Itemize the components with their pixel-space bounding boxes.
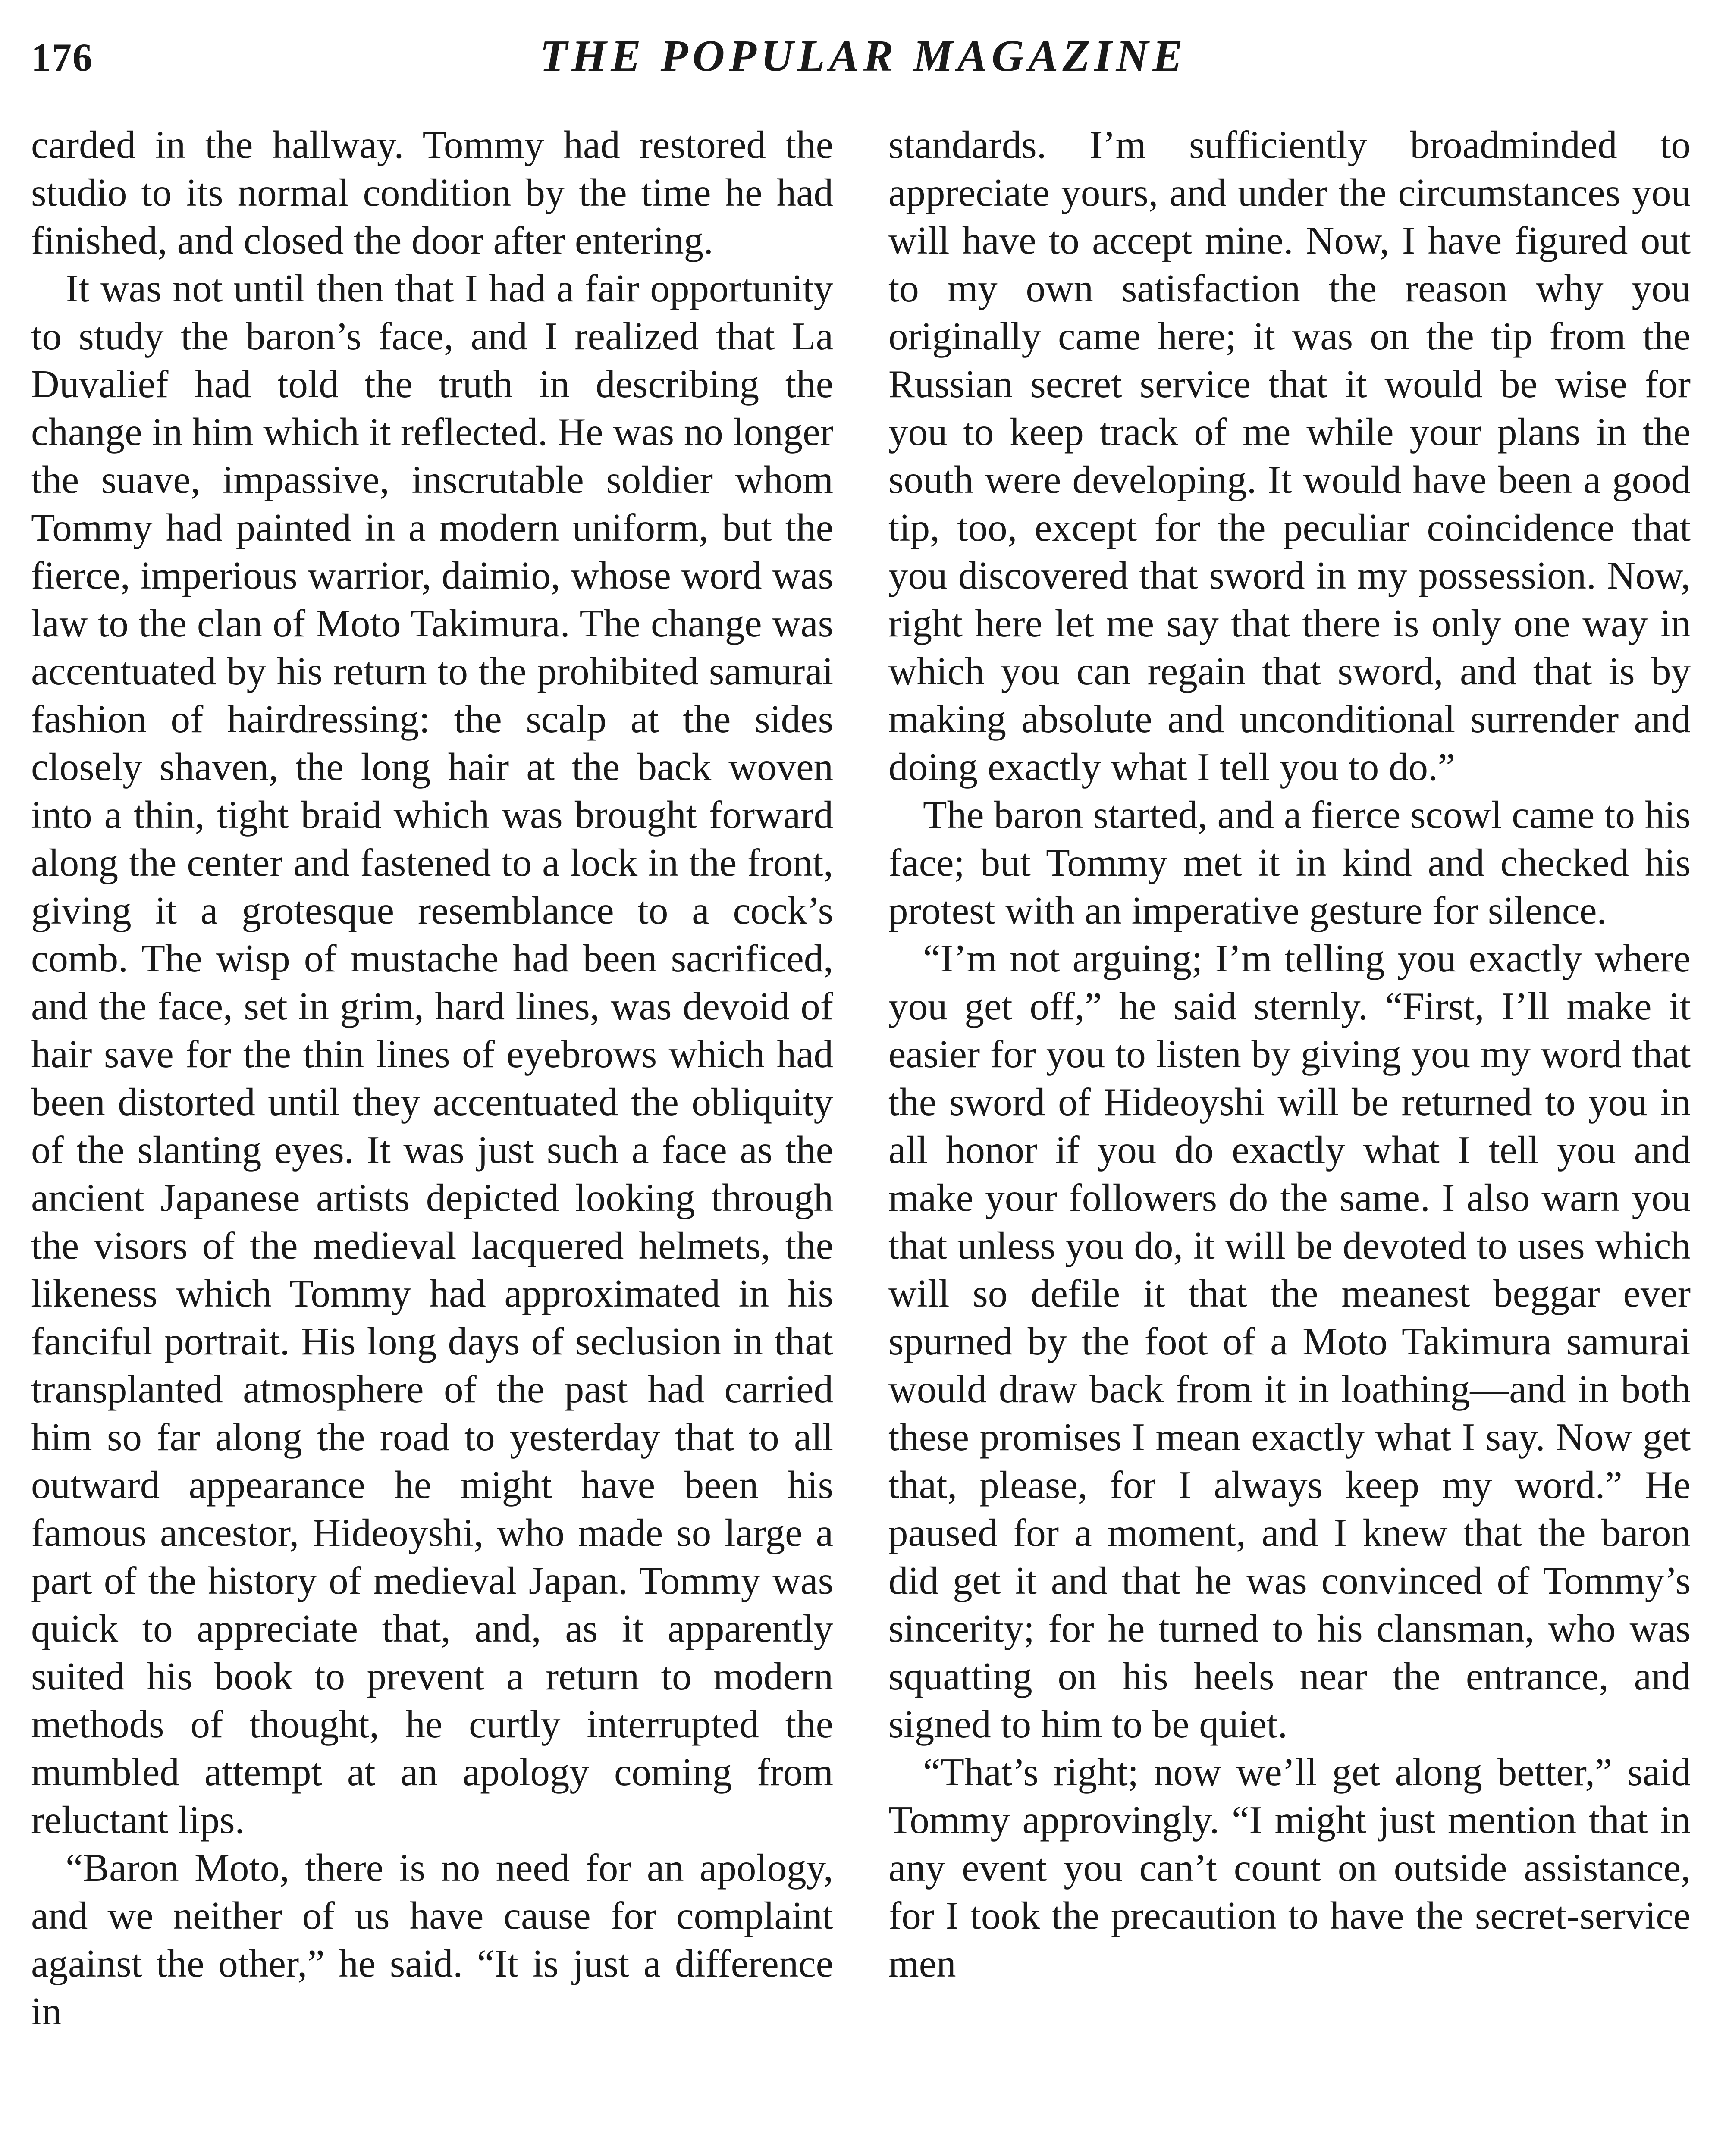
paragraph: “I’m not arguing; I’m telling you exactly where you get off,” he said sternly. “First, I’ll make it easier for you to listen by giving you my word that the sword of Hideoyshi will be returned to you in all honor if you do exactly what I tell you and make your followers do the same. I also warn you that unless you do, it will be devoted to uses which will so defile it that the meanest beggar ever spurned by the foot of a Moto Takimura samurai would draw back from it in loathing—and in both these promises I mean exactly what I say. Now get that, please, for I always keep my word.” He paused for a moment, and I knew that the baron did get it and that he was convinced of Tommy’s sincerity; for he turned to his clansman, who was squatting on his heels near the entrance, and signed to him to be quiet. [888, 937, 1691, 1746]
page-header [31, 17, 1696, 103]
page-number: 176 [31, 35, 93, 79]
paragraph: “That’s right; now we’ll get along better,” said Tommy approvingly. “I might just mention that in any event you can’t count on outside assistance, for I took the precaution to have the secret-service men [888, 1750, 1691, 1985]
paragraph: It was not until then that I had a fair opportunity to study the baron’s face, and I realized that La Duvalief had told the truth in describing the change in him which it reflected. He was no longer the suave, impassive, inscrutable soldier whom Tommy had painted in a modern uniform, but the fierce, imperious warrior, daimio, whose word was law to the clan of Moto Takimura. The change was accentuated by his return to the prohibited samurai fashion of hairdressing: the scalp at the sides closely shaven, the long hair at the back woven into a thin, tight braid which was brought forward along the center and fastened to a lock in the front, giving it a grotesque resemblance to a cock’s comb. The wisp of mustache had been sacrificed, and the face, set in grim, hard lines, was devoid of hair save for the thin lines of eyebrows which had been distorted until they accentuated the obliquity of the slanting eyes. It was just such a face as the ancient Japanese artists depicted looking through the visors of the medieval lacquered helmets, the likeness which Tommy had approximated in his fanciful portrait. His long days of seclusion in that transplanted atmosphere of the past had carried him so far along the road to yesterday that to all outward appearance he might have been his famous ancestor, Hideoyshi, who made so large a part of the history of medieval Japan. Tommy was quick to appreciate that, and, as it apparently suited his book to prevent a return to modern methods of thought, he curtly interrupted the mumbled attempt at an apology coming from reluctant lips. [31, 266, 833, 1842]
paragraph: standards. I’m sufficiently broadminded to appreciate yours, and under the circumstances you will have to accept mine. Now, I have figured out to my own satisfaction the reason why you originally came here; it was on the tip from the Russian secret service that it would be wise for you to keep track of me while your plans in the south were developing. It would have been a good tip, too, except for the peculiar coincidence that you discovered that sword in my possession. Now, right here let me say that there is only one way in which you can regain that sword, and that is by making absolute and unconditional surrender and doing exactly what I tell you to do.” [888, 123, 1691, 789]
paragraph: carded in the hallway. Tommy had restored the studio to its normal condition by the time he had finished, and closed the door after entering. [31, 123, 833, 262]
paragraph: The baron started, and a fierce scowl came to his face; but Tommy met it in kind and checked his protest with an imperative gesture for silence. [888, 793, 1691, 932]
right-column [888, 121, 1691, 2156]
running-title: THE POPULAR MAGAZINE [540, 31, 1187, 81]
left-column [31, 121, 833, 2156]
paragraph: “Baron Moto, there is no need for an apology, and we neither of us have cause for complaint against the other,” he said. “It is just a difference in [31, 1846, 833, 2033]
